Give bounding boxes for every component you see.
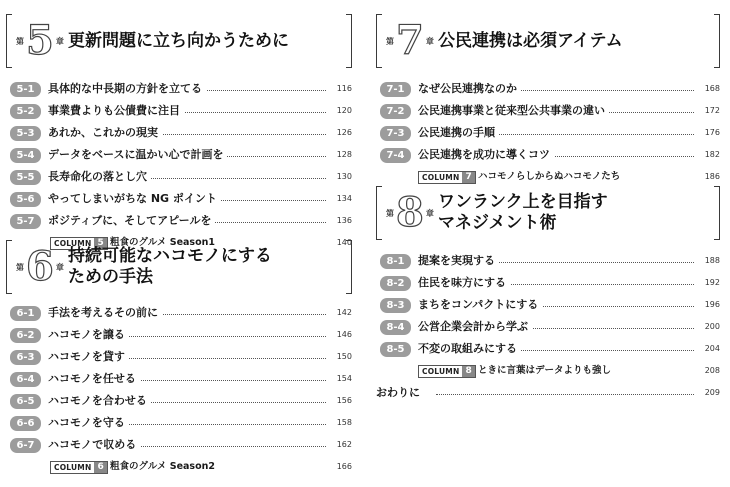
chapter-dai: 第: [16, 36, 24, 46]
column-title: ハコモノらしからぬハコモノたち: [478, 171, 621, 182]
chapter-7: [376, 14, 720, 188]
chapter-sho: 章: [425, 36, 434, 46]
page-number: 120: [336, 106, 352, 115]
section-badge: 8-2: [380, 276, 411, 291]
page-number: 146: [336, 330, 352, 339]
column-title: ときに言葉はデータよりも強し: [478, 365, 612, 376]
section-badge: 8-1: [380, 254, 411, 269]
entry-title: 公民連携事業と従来型公共事業の違い: [418, 100, 609, 122]
chapter-title-line: 持続可能なハコモノにする: [68, 246, 272, 266]
entry-title: ハコモノで収める: [48, 434, 140, 456]
page-number: 136: [336, 216, 352, 225]
entry-title: データをベースに温かい心で計画を: [48, 144, 227, 166]
page-number: 196: [704, 300, 720, 309]
section-badge: 7-2: [380, 104, 411, 119]
entry-title: 不変の取組みにする: [418, 338, 521, 360]
entry-title: まちをコンパクトにする: [418, 294, 542, 316]
section-badge: 5-1: [10, 82, 41, 97]
page-number: 186: [704, 172, 720, 181]
entry-title: おわりに: [376, 382, 424, 404]
column-badge: [418, 171, 476, 184]
chapter-dai: 第: [16, 262, 24, 272]
section-badge: 6-3: [10, 350, 41, 365]
toc-entry[interactable]: [6, 100, 352, 122]
toc-entry[interactable]: [376, 338, 720, 360]
page-number: 158: [336, 418, 352, 427]
toc-entry[interactable]: [6, 210, 352, 232]
section-badge: 7-4: [380, 148, 411, 163]
bracket-right: [346, 240, 352, 294]
chapter-title: [438, 14, 623, 68]
page-number: 116: [336, 84, 352, 93]
page-number: 150: [336, 352, 352, 361]
toc-entry[interactable]: [376, 316, 720, 338]
section-badge: 7-3: [380, 126, 411, 141]
page-number: 166: [336, 462, 352, 471]
page-number: 209: [704, 388, 720, 397]
section-badge: 7-1: [380, 82, 411, 97]
entry-title: 公営企業会計から学ぶ: [418, 316, 532, 338]
column-entry[interactable]: [376, 360, 720, 382]
section-badge: 6-7: [10, 438, 41, 453]
bracket-left: [376, 186, 382, 240]
toc-entry[interactable]: [6, 412, 352, 434]
page-number: 192: [704, 278, 720, 287]
chapter-number: 5: [26, 17, 54, 64]
section-badge: 6-4: [10, 372, 41, 387]
column-word: COLUMN: [51, 462, 94, 473]
section-badge: 5-4: [10, 148, 41, 163]
toc-entry[interactable]: [6, 78, 352, 100]
section-badge: 8-3: [380, 298, 411, 313]
chapter-title-line: マネジメント術: [438, 213, 557, 233]
toc-entry[interactable]: [6, 144, 352, 166]
column-number: 6: [94, 462, 106, 473]
entry-title: 公民連携を成功に導くコツ: [418, 144, 554, 166]
toc-entry[interactable]: [6, 434, 352, 456]
chapter-title-line: ワンランク上を目指す: [438, 192, 608, 212]
entry-title: 住民を味方にする: [418, 272, 510, 294]
chapter-sho: 章: [55, 262, 64, 272]
column-number: 5: [94, 238, 106, 249]
entry-title: ハコモノを譲る: [48, 324, 129, 346]
toc-entry-ending[interactable]: [376, 382, 720, 404]
page-number: 182: [704, 150, 720, 159]
toc-entry[interactable]: [376, 78, 720, 100]
bracket-left: [6, 240, 12, 294]
page-number: 134: [336, 194, 352, 203]
column-badge: [418, 365, 476, 378]
entry-title: ハコモノを任せる: [48, 368, 140, 390]
chapter-label: [386, 14, 434, 68]
toc-entry[interactable]: [376, 250, 720, 272]
entry-title: やってしまいがちな NG ポイント: [48, 188, 221, 210]
column-number: 8: [462, 366, 474, 377]
page-number: 168: [704, 84, 720, 93]
entry-title: 事業費よりも公債費に注目: [48, 100, 184, 122]
page-number: 208: [704, 366, 720, 375]
toc-entry[interactable]: [6, 368, 352, 390]
chapter-title-line: ための手法: [68, 267, 153, 287]
page-number: 142: [336, 308, 352, 317]
page-number: 130: [336, 172, 352, 181]
chapter-title: [438, 186, 608, 240]
chapter-number: 7: [396, 17, 424, 64]
column-entry[interactable]: [6, 456, 352, 478]
section-badge: 5-3: [10, 126, 41, 141]
chapter-number: 8: [396, 189, 424, 236]
page-number: 154: [336, 374, 352, 383]
toc-entry[interactable]: [6, 390, 352, 412]
section-badge: 6-2: [10, 328, 41, 343]
entry-title: ハコモノを合わせる: [48, 390, 151, 412]
entry-title: あれか、これかの現実: [48, 122, 162, 144]
entry-title: ポジティブに、そしてアピールを: [48, 210, 215, 232]
section-badge: 6-5: [10, 394, 41, 409]
chapter-title: [68, 240, 272, 294]
toc-entry[interactable]: [6, 122, 352, 144]
entry-title: 具体的な中長期の方針を立てる: [48, 78, 206, 100]
page-number: 172: [704, 106, 720, 115]
section-badge: 5-7: [10, 214, 41, 229]
chapter-title-line: 更新問題に立ち向かうために: [68, 30, 289, 51]
toc-entry[interactable]: [6, 166, 352, 188]
column-title: 粗食のグルメ Season2: [110, 461, 215, 472]
chapter-7-heading[interactable]: [376, 14, 720, 68]
bracket-right: [714, 14, 720, 68]
chapter-dai: 第: [386, 36, 394, 46]
entry-title: 提案を実現する: [418, 250, 499, 272]
column-title: 粗食のグルメ Season1: [110, 237, 215, 248]
entry-title: なぜ公民連携なのか: [418, 78, 521, 100]
page-number: 162: [336, 440, 352, 449]
chapter-label: [16, 14, 64, 68]
column-word: COLUMN: [419, 366, 462, 377]
section-badge: 8-5: [380, 342, 411, 357]
bracket-right: [346, 14, 352, 68]
chapter-6: [6, 240, 352, 478]
entry-title: ハコモノを貸す: [48, 346, 129, 368]
page-number: 156: [336, 396, 352, 405]
chapter-5-heading[interactable]: [6, 14, 352, 68]
chapter-5: [6, 14, 352, 254]
column-number: 7: [462, 172, 474, 183]
column-word: COLUMN: [419, 172, 462, 183]
entry-title: 長寿命化の落とし穴: [48, 166, 151, 188]
toc-entry[interactable]: [376, 294, 720, 316]
entry-title: 公民連携の手順: [418, 122, 499, 144]
toc-entry[interactable]: [376, 272, 720, 294]
chapter-8: [376, 186, 720, 382]
page-number: 200: [704, 322, 720, 331]
bracket-left: [376, 14, 382, 68]
toc-entry[interactable]: [6, 346, 352, 368]
section-badge: 5-2: [10, 104, 41, 119]
toc-entry[interactable]: [6, 188, 352, 210]
column-word: COLUMN: [51, 238, 94, 249]
page-number: 128: [336, 150, 352, 159]
bracket-right: [714, 186, 720, 240]
chapter-title-line: 公民連携は必須アイテム: [438, 30, 623, 51]
section-badge: 5-5: [10, 170, 41, 185]
chapter-label: [386, 186, 434, 240]
bracket-left: [6, 14, 12, 68]
toc-entry[interactable]: [376, 100, 720, 122]
toc-entry[interactable]: [376, 122, 720, 144]
toc-entry[interactable]: [6, 324, 352, 346]
entry-title: ハコモノを守る: [48, 412, 129, 434]
chapter-sho: 章: [55, 36, 64, 46]
chapter-6-heading[interactable]: [6, 240, 352, 294]
page-number: 176: [704, 128, 720, 137]
chapter-number: 6: [26, 243, 54, 290]
section-badge: 6-6: [10, 416, 41, 431]
chapter-dai: 第: [386, 208, 394, 218]
section-badge: 5-6: [10, 192, 41, 207]
chapter-sho: 章: [425, 208, 434, 218]
section-badge: 6-1: [10, 306, 41, 321]
column-badge: [50, 461, 108, 474]
toc-entry[interactable]: [6, 302, 352, 324]
column-entry[interactable]: [376, 166, 720, 188]
toc-entry[interactable]: [376, 144, 720, 166]
page-number: 188: [704, 256, 720, 265]
page-number: 140: [336, 238, 352, 247]
dot-leader: [436, 394, 694, 395]
page-number: 204: [704, 344, 720, 353]
chapter-title: [68, 14, 289, 68]
page-number: 126: [336, 128, 352, 137]
chapter-label: [16, 240, 64, 294]
entry-title: 手法を考えるその前に: [48, 302, 162, 324]
section-badge: 8-4: [380, 320, 411, 335]
chapter-8-heading[interactable]: [376, 186, 720, 240]
